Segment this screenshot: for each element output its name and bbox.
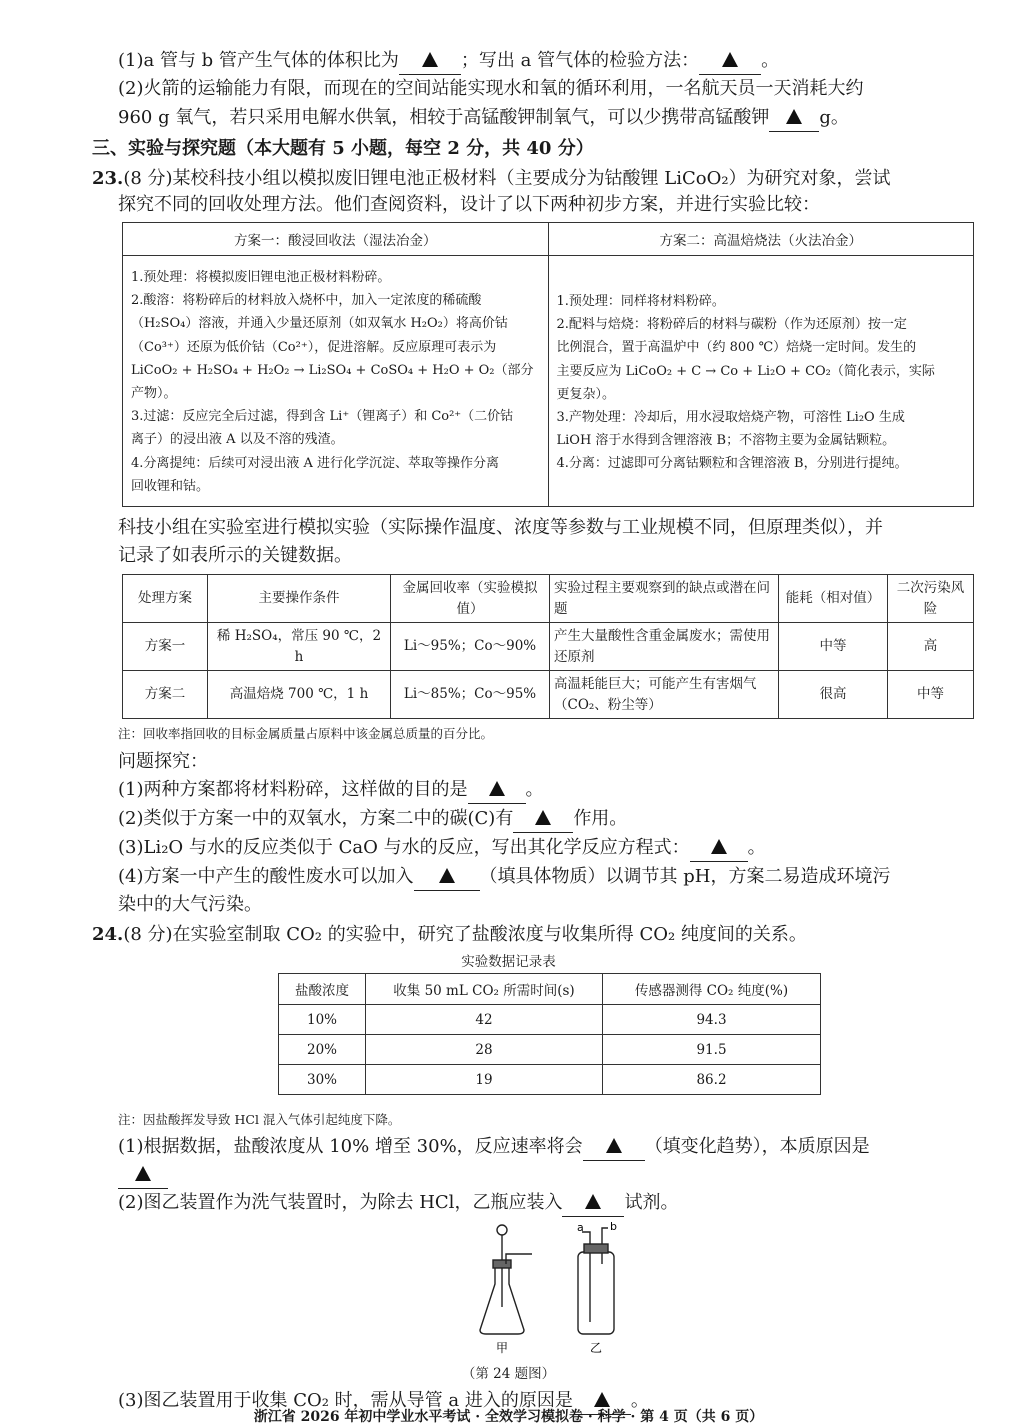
q22-part1: (1)a 管与 b 管产生气体的体积比为 ；写出 a 管气体的检验方法： 。: [118, 48, 975, 75]
label-b: b: [610, 1222, 617, 1233]
q24-sub2: (2)图乙装置作为洗气装置时，为除去 HCl，乙瓶应装入 试剂。: [118, 1190, 975, 1217]
flask-jia: [480, 1225, 532, 1334]
bottle-yi: [578, 1228, 614, 1334]
q23-sub3: (3)Li₂O 与水的反应类似于 CaO 与水的反应，写出其化学反应方程式： 。: [118, 835, 975, 862]
table-row: 20% 28 91.5: [279, 1035, 821, 1065]
answer-blank[interactable]: [769, 105, 819, 132]
q23-intro-line1: 23.(8 分)某校科技小组以模拟废旧锂电池正极材料（主要成分为钴酸锂 LiCoO₂）为研究对象，尝试: [92, 168, 891, 189]
q23-sub4-line1: (4)方案一中产生的酸性废水可以加入 （填具体物质）以调节其 pH，方案二易造成环境污: [118, 864, 975, 891]
table-header: 收集 50 mL CO₂ 所需时间(s): [366, 974, 603, 1005]
triangle-icon: [439, 868, 455, 883]
q24-note: 注：因盐酸挥发导致 HCl 混入气体引起纯度下降。: [118, 1112, 401, 1127]
table-row: 方案一 稀 H₂SO₄，常压 90 ℃，2 h Li～95%；Co～90% 产生大量酸性含重金属废水；需使用还原剂 中等 高: [123, 623, 974, 671]
scheme2-header: 方案二：高温焙烧法（火法冶金）: [548, 223, 974, 256]
q24-intro: 24.(8 分)在实验室制取 CO₂ 的实验中，研究了盐酸浓度与收集所得 CO₂ 纯度间的关系。: [92, 924, 807, 945]
answer-blank[interactable]: [583, 1134, 645, 1161]
q22-part2-line1: (2)火箭的运输能力有限，而现在的空间站能实现水和氧的循环利用，一名航天员一天消耗大约: [118, 78, 864, 99]
answer-blank[interactable]: [690, 835, 748, 862]
triangle-icon: [786, 109, 802, 124]
table-header: 二次污染风险: [888, 575, 974, 623]
answer-blank[interactable]: [414, 864, 480, 891]
table-row: 10% 42 94.3: [279, 1005, 821, 1035]
table-header: 能耗（相对值）: [779, 575, 888, 623]
answer-blank[interactable]: [562, 1190, 624, 1217]
table-row: 方案二 高温焙烧 700 ℃，1 h Li～85%；Co～95% 高温耗能巨大；可能产生有害烟气（CO₂、粉尘等） 很高 中等: [123, 671, 974, 719]
answer-blank[interactable]: [399, 48, 461, 75]
triangle-icon: [594, 1392, 610, 1407]
triangle-icon: [135, 1166, 151, 1181]
triangle-icon: [585, 1194, 601, 1209]
triangle-icon: [711, 839, 727, 854]
answer-blank[interactable]: [513, 806, 573, 833]
q24-table-title: 实验数据记录表: [461, 954, 556, 970]
scheme-table: [122, 222, 974, 507]
table-header: 盐酸浓度: [279, 974, 366, 1005]
table-header: 传感器测得 CO₂ 纯度(%): [603, 974, 821, 1005]
label-a: a: [577, 1222, 584, 1234]
q24-sub3: (3)图乙装置用于收集 CO₂ 时，需从导管 a 进入的原因是 。: [118, 1388, 975, 1415]
scheme2-body: 1.预处理：同样将材料粉碎。 2.配料与焙烧：将粉碎后的材料与碳粉（作为还原剂）按一定 比例混合，置于高温炉中（约 800 ℃）焙烧一定时间。发生的 主要反应为 LiCoO₂ + C → Co + Li₂O + CO₂（简化表示，实际 更复杂）。 3.产物处理：冷却后，用水浸取焙烧产物，可溶性 Li₂O 生成 LiOH 溶于水得到含锂溶液 B；不溶物主要为金属钴颗粒。 4.分离：过滤即可分离钴颗粒和含锂溶液 B，分别进行提纯。: [548, 256, 974, 507]
q24-sub1-line2: [118, 1162, 975, 1189]
q23-intro-line2: 探究不同的回收处理方法。他们查阅资料，设计了以下两种初步方案，并进行实验比较：: [118, 194, 820, 215]
table-header: 实验过程主要观察到的缺点或潜在问题: [550, 575, 779, 623]
answer-blank[interactable]: [468, 777, 526, 804]
answer-blank[interactable]: [118, 1162, 168, 1189]
scheme1-body: 1.预处理：将模拟废旧锂电池正极材料粉碎。 2.酸溶：将粉碎后的材料放入烧杯中，加入一定浓度的稀硫酸 （H₂SO₄）溶液，并通入少量还原剂（如双氧水 H₂O₂）将高价钴 （Co³⁺）还原为低价钴（Co²⁺），促进溶解。反应原理可表示为 LiCoO₂ + H₂SO₄ + H₂O₂ → Li₂SO₄ + CoSO₄ + H₂O + O₂（部分 产物）。 3.过滤：反应完全后过滤，得到含 Li⁺（锂离子）和 Co²⁺（二价钴 离子）的浸出液 A 以及不溶的残渣。 4.分离提纯：后续可对浸出液 A 进行化学沉淀、萃取等操作分离 回收锂和钴。: [123, 256, 549, 507]
q23-sub4-line2: 染中的大气污染。: [118, 894, 262, 915]
co2-data-table: [278, 973, 821, 1095]
q23-sub2: (2)类似于方案一中的双氧水，方案二中的碳(C)有 作用。: [118, 806, 975, 833]
triangle-icon: [422, 52, 438, 67]
section-title: 三、实验与探究题（本大题有 5 小题，每空 2 分，共 40 分）: [92, 138, 594, 159]
q23-para-line2: 记录了如表所示的关键数据。: [118, 545, 352, 566]
scheme1-header: 方案一：酸浸回收法（湿法冶金）: [123, 223, 549, 256]
table-header: 主要操作条件: [208, 575, 391, 623]
page-footer: 浙江省 2026 年初中学业水平考试 · 全效学习模拟卷 · 科学 · 第 4 页（共 6 页）: [253, 1409, 764, 1425]
q23-note: 注：回收率指回收的目标金属质量占原料中该金属总质量的百分比。: [118, 726, 494, 741]
figure-caption: （第 24 题图）: [461, 1366, 556, 1382]
triangle-icon: [606, 1138, 622, 1153]
data-table: [122, 574, 974, 719]
triangle-icon: [722, 52, 738, 67]
triangle-icon: [489, 781, 505, 796]
q23-sub1: (1)两种方案都将材料粉碎，这样做的目的是 。: [118, 777, 975, 804]
label-yi: 乙: [590, 1341, 603, 1355]
q24-figure: [460, 1222, 640, 1362]
triangle-icon: [535, 810, 551, 825]
table-header: 处理方案: [123, 575, 208, 623]
inquiry-title: 问题探究：: [118, 751, 208, 772]
table-row: 30% 19 86.2: [279, 1065, 821, 1095]
q23-para-line1: 科技小组在实验室进行模拟实验（实际操作温度、浓度等参数与工业规模不同，但原理类似），并: [118, 517, 883, 538]
q22-part2-line2: 960 g 氧气，若只采用电解水供氧，相较于高锰酸钾制氧气，可以少携带高锰酸钾 g。: [118, 105, 975, 132]
table-header: 金属回收率（实验模拟值）: [391, 575, 550, 623]
q24-sub1-line1: (1)根据数据，盐酸浓度从 10% 增至 30%，反应速率将会 （填变化趋势），本质原因是: [118, 1134, 975, 1161]
label-jia: 甲: [496, 1341, 509, 1355]
answer-blank[interactable]: [699, 48, 761, 75]
